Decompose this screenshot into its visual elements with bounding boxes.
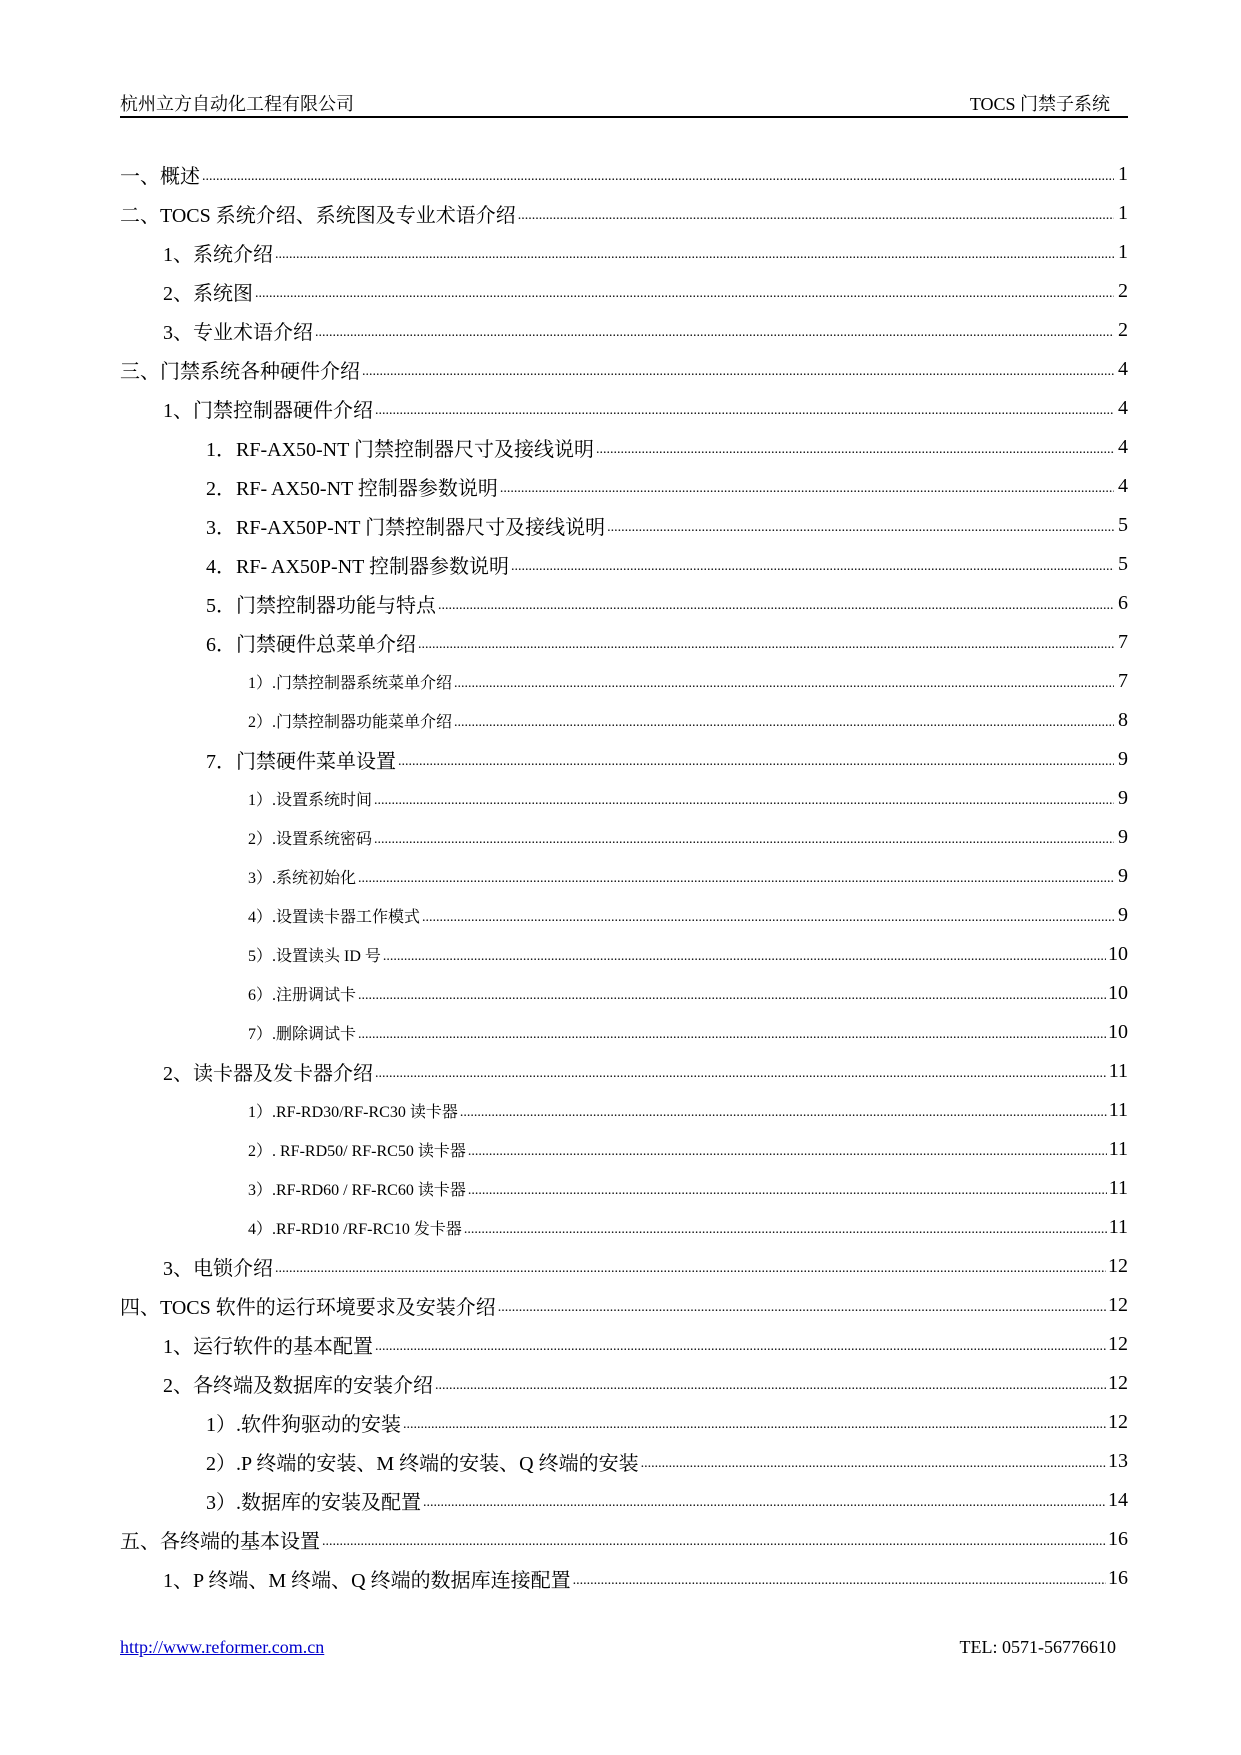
toc-dot-leader <box>423 1496 1106 1510</box>
header-company-name: 杭州立方自动化工程有限公司 <box>120 94 354 114</box>
toc-dot-leader <box>375 404 1114 418</box>
toc-entry-title: 2、读卡器及发卡器介绍 <box>163 1057 375 1086</box>
toc-entry-title: 5．门禁控制器功能与特点 <box>206 589 438 618</box>
toc-dot-leader <box>275 1262 1106 1276</box>
toc-dot-leader <box>375 1067 1107 1081</box>
toc-entry[interactable] <box>120 1559 1128 1598</box>
toc-entry-title: 2、系统图 <box>163 277 255 306</box>
toc-entry-page-number: 1 <box>1118 202 1128 224</box>
toc-entry[interactable] <box>120 701 1128 740</box>
toc-dot-leader <box>358 1028 1106 1042</box>
toc-entry[interactable] <box>120 1286 1128 1325</box>
toc-entry-page-number: 12 <box>1108 1255 1128 1277</box>
toc-entry-title: 7．门禁硬件菜单设置 <box>206 745 398 774</box>
footer-website-link[interactable]: http://www.reformer.com.cn <box>120 1637 325 1657</box>
toc-entry-title: 3．RF-AX50P-NT 门禁控制器尺寸及接线说明 <box>206 511 607 540</box>
toc-dot-leader <box>255 287 1114 301</box>
toc-entry-title: 1）.门禁控制器系统菜单介绍 <box>248 670 454 693</box>
toc-dot-leader <box>383 950 1106 964</box>
toc-dot-leader <box>464 1223 1107 1237</box>
toc-entry-page-number: 11 <box>1108 1177 1128 1199</box>
toc-dot-leader <box>454 677 1114 691</box>
toc-entry-page-number: 9 <box>1118 748 1128 770</box>
toc-entry-page-number: 4 <box>1118 397 1128 419</box>
toc-entry-page-number: 11 <box>1108 1060 1128 1082</box>
header-system-name: TOCS 门禁子系统 <box>969 94 1110 114</box>
toc-entry[interactable] <box>120 662 1128 701</box>
toc-entry-page-number: 12 <box>1108 1333 1128 1355</box>
toc-dot-leader <box>518 209 1114 223</box>
toc-entry[interactable] <box>120 1481 1128 1520</box>
toc-entry[interactable] <box>120 1169 1128 1208</box>
toc-entry[interactable] <box>120 740 1128 779</box>
toc-entry-page-number: 10 <box>1108 982 1128 1004</box>
toc-entry[interactable] <box>120 1091 1128 1130</box>
toc-dot-leader <box>358 989 1106 1003</box>
toc-entry-page-number: 1 <box>1118 241 1128 263</box>
toc-entry-page-number: 6 <box>1118 592 1128 614</box>
page-footer <box>120 1637 1116 1667</box>
toc-entry-page-number: 11 <box>1108 1216 1128 1238</box>
toc-entry-page-number: 14 <box>1108 1489 1128 1511</box>
toc-entry[interactable] <box>120 1364 1128 1403</box>
toc-entry[interactable] <box>120 272 1128 311</box>
toc-dot-leader <box>511 560 1114 574</box>
toc-entry[interactable] <box>120 545 1128 584</box>
toc-dot-leader <box>202 170 1114 184</box>
toc-entry-page-number: 10 <box>1108 1021 1128 1043</box>
toc-dot-leader <box>468 1184 1107 1198</box>
toc-entry[interactable] <box>120 155 1128 194</box>
toc-entry[interactable] <box>120 506 1128 545</box>
toc-entry-page-number: 12 <box>1108 1411 1128 1433</box>
toc-entry-page-number: 7 <box>1118 670 1128 692</box>
toc-entry-page-number: 2 <box>1118 319 1128 341</box>
toc-entry-title: 2．RF- AX50-NT 控制器参数说明 <box>206 472 500 501</box>
toc-entry[interactable] <box>120 1325 1128 1364</box>
table-of-contents <box>120 155 1128 1598</box>
toc-entry-title: 2）.设置系统密码 <box>248 826 374 849</box>
toc-entry[interactable] <box>120 1130 1128 1169</box>
toc-entry[interactable] <box>120 623 1128 662</box>
toc-dot-leader <box>275 248 1114 262</box>
toc-entry-page-number: 16 <box>1108 1528 1128 1550</box>
toc-entry-title: 五、各终端的基本设置 <box>120 1525 322 1554</box>
toc-entry[interactable] <box>120 428 1128 467</box>
toc-dot-leader <box>362 365 1114 379</box>
toc-entry[interactable] <box>120 1442 1128 1481</box>
toc-entry[interactable] <box>120 1013 1128 1052</box>
toc-entry-page-number: 11 <box>1108 1099 1128 1121</box>
toc-entry-title: 2）. RF-RD50/ RF-RC50 读卡器 <box>248 1138 468 1161</box>
toc-dot-leader <box>460 1106 1107 1120</box>
toc-entry-title: 4）.设置读卡器工作模式 <box>248 904 422 927</box>
toc-entry[interactable] <box>120 1520 1128 1559</box>
toc-dot-leader <box>641 1457 1106 1471</box>
toc-entry-page-number: 9 <box>1118 787 1128 809</box>
toc-entry-title: 6．门禁硬件总菜单介绍 <box>206 628 418 657</box>
toc-entry-page-number: 11 <box>1108 1138 1128 1160</box>
toc-dot-leader <box>358 872 1114 886</box>
toc-entry-title: 1、系统介绍 <box>163 238 275 267</box>
toc-dot-leader <box>418 638 1114 652</box>
toc-entry-title: 1、P 终端、M 终端、Q 终端的数据库连接配置 <box>163 1564 573 1593</box>
toc-dot-leader <box>375 1340 1106 1354</box>
toc-entry[interactable] <box>120 1208 1128 1247</box>
toc-entry[interactable] <box>120 857 1128 896</box>
toc-dot-leader <box>403 1418 1106 1432</box>
toc-entry[interactable] <box>120 779 1128 818</box>
toc-entry-title: 3）.系统初始化 <box>248 865 358 888</box>
toc-entry-title: 1）.设置系统时间 <box>248 787 374 810</box>
toc-entry[interactable] <box>120 974 1128 1013</box>
toc-entry-title: 1）.RF-RD30/RF-RC30 读卡器 <box>248 1099 460 1122</box>
toc-entry-title: 3、专业术语介绍 <box>163 316 315 345</box>
toc-dot-leader <box>498 1301 1106 1315</box>
toc-entry-title: 二、TOCS 系统介绍、系统图及专业术语介绍 <box>120 199 518 228</box>
toc-entry[interactable] <box>120 1403 1128 1442</box>
toc-entry-page-number: 8 <box>1118 709 1128 731</box>
toc-dot-leader <box>607 521 1114 535</box>
toc-entry[interactable] <box>120 350 1128 389</box>
toc-entry-page-number: 4 <box>1118 358 1128 380</box>
toc-dot-leader <box>596 443 1114 457</box>
toc-entry[interactable] <box>120 1247 1128 1286</box>
toc-entry[interactable] <box>120 818 1128 857</box>
toc-dot-leader <box>454 716 1114 730</box>
toc-dot-leader <box>500 482 1114 496</box>
toc-entry-page-number: 2 <box>1118 280 1128 302</box>
toc-dot-leader <box>374 794 1114 808</box>
toc-dot-leader <box>435 1379 1106 1393</box>
toc-entry-title: 四、TOCS 软件的运行环境要求及安装介绍 <box>120 1291 498 1320</box>
toc-entry-title: 三、门禁系统各种硬件介绍 <box>120 355 362 384</box>
toc-entry-page-number: 9 <box>1118 904 1128 926</box>
toc-entry-title: 3）.RF-RD60 / RF-RC60 读卡器 <box>248 1177 468 1200</box>
toc-entry-title: 2）.P 终端的安装、M 终端的安装、Q 终端的安装 <box>206 1447 641 1476</box>
toc-entry-title: 3）.数据库的安装及配置 <box>206 1486 423 1515</box>
toc-entry-title: 一、概述 <box>120 160 202 189</box>
toc-entry-title: 1、运行软件的基本配置 <box>163 1330 375 1359</box>
toc-dot-leader <box>374 833 1114 847</box>
toc-entry-title: 7）.删除调试卡 <box>248 1021 358 1044</box>
toc-dot-leader <box>398 755 1114 769</box>
toc-dot-leader <box>315 326 1114 340</box>
toc-entry[interactable] <box>120 467 1128 506</box>
footer-telephone: TEL: 0571-56776610 <box>959 1637 1116 1657</box>
toc-entry-title: 6）.注册调试卡 <box>248 982 358 1005</box>
toc-entry-page-number: 5 <box>1118 553 1128 575</box>
toc-entry[interactable] <box>120 584 1128 623</box>
toc-entry-title: 2）.门禁控制器功能菜单介绍 <box>248 709 454 732</box>
toc-entry-title: 1、门禁控制器硬件介绍 <box>163 394 375 423</box>
toc-entry-page-number: 1 <box>1118 163 1128 185</box>
toc-entry[interactable] <box>120 311 1128 350</box>
toc-dot-leader <box>422 911 1114 925</box>
toc-dot-leader <box>468 1145 1107 1159</box>
toc-entry-page-number: 4 <box>1118 436 1128 458</box>
toc-entry-title: 3、电锁介绍 <box>163 1252 275 1281</box>
toc-dot-leader <box>322 1535 1106 1549</box>
toc-entry-title: 4．RF- AX50P-NT 控制器参数说明 <box>206 550 511 579</box>
toc-dot-leader <box>573 1574 1106 1588</box>
toc-entry-title: 4）.RF-RD10 /RF-RC10 发卡器 <box>248 1216 464 1239</box>
toc-entry-page-number: 9 <box>1118 826 1128 848</box>
toc-entry-page-number: 7 <box>1118 631 1128 653</box>
toc-entry-page-number: 10 <box>1108 943 1128 965</box>
toc-entry-title: 5）.设置读头 ID 号 <box>248 943 383 966</box>
toc-entry-title: 1．RF-AX50-NT 门禁控制器尺寸及接线说明 <box>206 433 596 462</box>
toc-entry-title: 2、各终端及数据库的安装介绍 <box>163 1369 435 1398</box>
toc-entry-title: 1）.软件狗驱动的安装 <box>206 1408 403 1437</box>
toc-entry-page-number: 16 <box>1108 1567 1128 1589</box>
toc-entry-page-number: 9 <box>1118 865 1128 887</box>
toc-entry-page-number: 13 <box>1108 1450 1128 1472</box>
toc-entry[interactable] <box>120 1052 1128 1091</box>
toc-entry-page-number: 4 <box>1118 475 1128 497</box>
toc-entry[interactable] <box>120 896 1128 935</box>
toc-entry[interactable] <box>120 233 1128 272</box>
toc-entry[interactable] <box>120 935 1128 974</box>
toc-entry-page-number: 12 <box>1108 1372 1128 1394</box>
toc-entry[interactable] <box>120 389 1128 428</box>
toc-dot-leader <box>438 599 1114 613</box>
toc-entry[interactable] <box>120 194 1128 233</box>
toc-entry-page-number: 5 <box>1118 514 1128 536</box>
page-header <box>120 86 1128 118</box>
toc-entry-page-number: 12 <box>1108 1294 1128 1316</box>
